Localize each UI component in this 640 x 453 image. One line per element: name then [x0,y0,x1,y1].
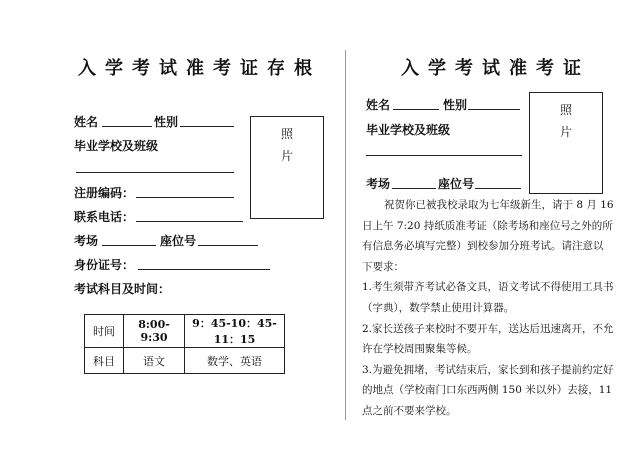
req-3-line-2: 的地点（学校南门口东西两侧 150 米以外）去接，11 [362,384,613,397]
center-divider [345,50,346,420]
stub-phone-field[interactable] [136,221,243,222]
stub-subjects-label: 考试科目及时间： [74,282,171,296]
schedule-subject-1: 语文 [124,348,185,374]
stub-id-field[interactable] [138,269,270,270]
ticket-room-field[interactable] [392,188,436,189]
stub-room-field[interactable] [102,245,156,246]
stub-title: 入学考试准考证存根 [78,58,321,79]
stub-school-label: 毕业学校及班级 [74,139,159,153]
schedule-time-row [85,315,285,348]
schedule-time-label: 时间 [85,315,124,348]
stub-photo-char-1: 照 [281,127,294,141]
intro-line-3: 有信息务必填写完整）到校参加分班考试。请注意以 [362,240,604,253]
schedule-time-2: 9：45-10：45-11：15 [185,315,285,348]
req-3-line-1: 3.为避免拥堵，考试结束后，家长到和孩子提前约定好 [362,363,614,376]
req-1-line-2: （字典），数学禁止使用计算器。 [362,301,515,314]
stub-gender-label: 性别 [154,115,179,129]
stub-reg-label: 注册编码： [74,186,135,200]
stub-seat-label: 座位号 [160,234,197,248]
stub-name-label: 姓名 [74,115,99,129]
intro-line-4: 下要求： [362,260,404,273]
stub-room-label: 考场 [74,234,99,248]
stub-gender-field[interactable] [180,126,234,127]
ticket-name-field[interactable] [393,109,439,110]
schedule-subject-label: 科目 [85,348,124,374]
req-2-line-2: 许在学校周围聚集等候。 [362,343,478,356]
ticket-instructions [362,195,626,422]
intro-line-2: 日上午 7:20 持纸质准考证（除考场和座位号之外的所 [362,219,613,232]
req-3-line-3: 点之前不要来学校。 [362,404,457,417]
stub-schedule-table [84,314,285,374]
stub-photo-char-2: 片 [281,149,294,163]
schedule-time-1: 8:00-9:30 [124,315,185,348]
schedule-subject-row [85,348,285,374]
stub-reg-field[interactable] [136,197,234,198]
intro-line-1: 祝贺你已被我校录取为七年级新生，请于 8 月 16 [384,199,614,211]
stub-name-field[interactable] [102,126,152,127]
ticket-gender-field[interactable] [468,109,520,110]
stub-school-field[interactable] [76,172,234,173]
stub-seat-field[interactable] [198,245,258,246]
ticket-photo-char-1: 照 [560,103,573,117]
stub-photo-box [250,116,324,219]
req-2-line-1: 2.家长送孩子来校时不要开车，送达后迅速离开，不允 [362,322,614,335]
ticket-seat-label: 座位号 [438,177,475,191]
stub-phone-label: 联系电话： [74,210,135,224]
schedule-subject-2: 数学、英语 [185,348,285,374]
stub-id-label: 身份证号： [74,258,135,272]
ticket-school-field[interactable] [366,155,522,156]
ticket-name-label: 姓名 [366,98,391,112]
ticket-seat-field[interactable] [475,188,521,189]
ticket-gender-label: 性别 [443,98,468,112]
ticket-title: 入学考试准考证 [401,58,590,79]
req-1-line-1: 1.考生须带齐考试必备文具，语文考试不得使用工具书 [362,281,614,294]
ticket-photo-char-2: 片 [560,125,573,139]
ticket-room-label: 考场 [366,177,391,191]
ticket-photo-box [529,92,603,194]
ticket-school-label: 毕业学校及班级 [366,123,451,137]
